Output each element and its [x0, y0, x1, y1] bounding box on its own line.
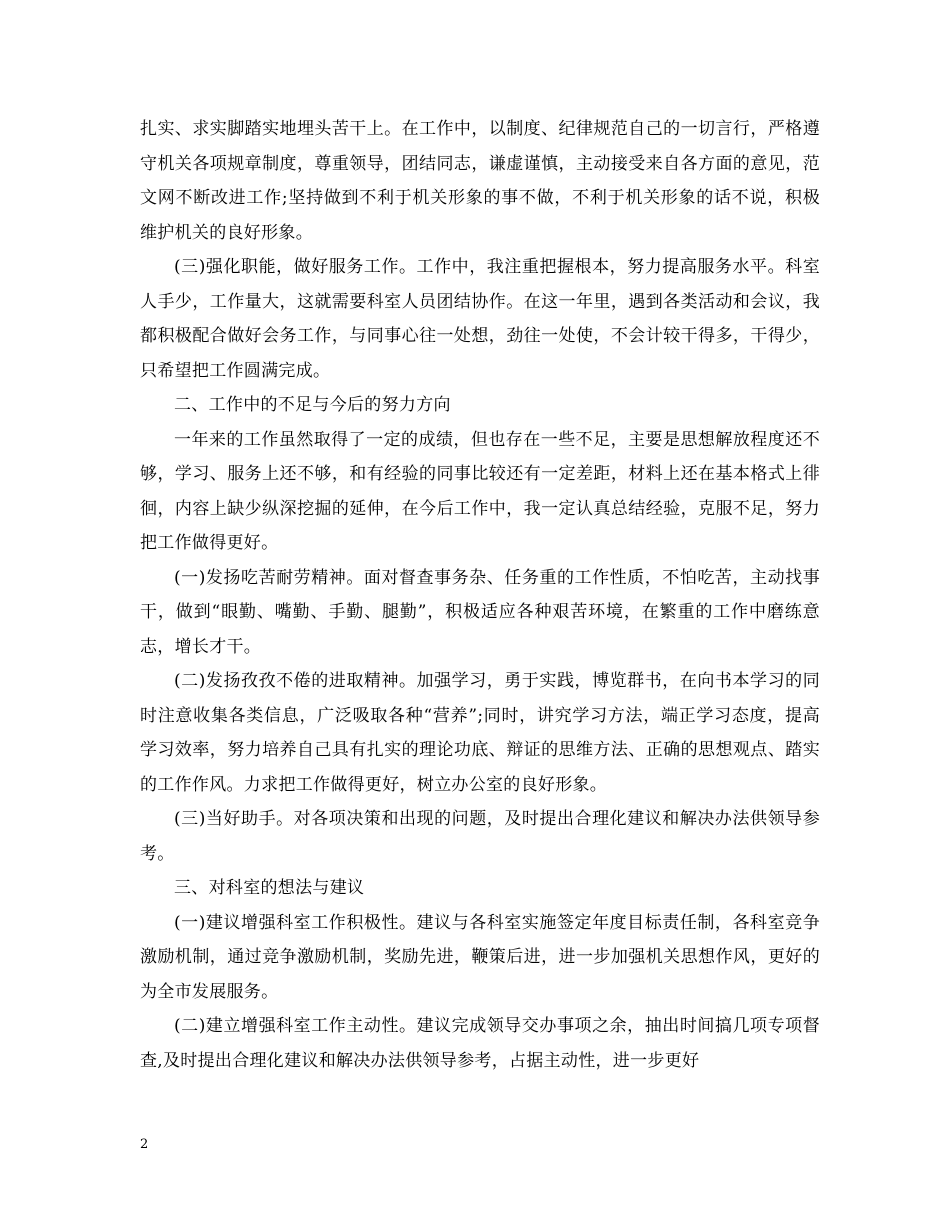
paragraph-6: (三)当好助手。对各项决策和出现的问题，及时提出合理化建议和解决办法供领导参考。	[140, 809, 820, 864]
body-text	[140, 112, 820, 1078]
paragraph-1: 扎实、求实脚踏实地埋头苦干上。在工作中，以制度、纪律规范自己的一切言行，严格遵守机关各项规章制度，尊重领导，团结同志，谦虚谨慎，主动接受来自各方面的意见，范文网不断改进工作;坚持做到不利于机关形象的事不做，不利于机关形象的话不说，积极维护机关的良好形象。	[140, 119, 820, 243]
section-heading-2: 二、工作中的不足与今后的努力方向	[174, 395, 451, 415]
paragraph-5: (二)发扬孜孜不倦的进取精神。加强学习，勇于实践，博览群书，在向书本学习的同时注意收集各类信息，广泛吸取各种“营养”;同时，讲究学习方法，端正学习态度，提高学习效率，努力培养自己具有扎实的理论功底、辩证的思维方法、正确的思想观点、踏实的工作作风。力求把工作做得更好，树立办公室的良好形象。	[140, 671, 820, 795]
paragraph-7: (一)建议增强科室工作积极性。建议与各科室实施签定年度目标责任制，各科室竞争激励机制，通过竞争激励机制，奖励先进，鞭策后进，进一步加强机关思想作风，更好的为全市发展服务。	[140, 912, 820, 1002]
paragraph-2: (三)强化职能，做好服务工作。工作中，我注重把握根本，努力提高服务水平。科室人手少，工作量大，这就需要科室人员团结协作。在这一年里，遇到各类活动和会议，我都积极配合做好会务工作，与同事心往一处想，劲往一处使，不会计较干得多，干得少，只希望把工作圆满完成。	[140, 257, 820, 381]
paragraph-4: (一)发扬吃苦耐劳精神。面对督查事务杂、任务重的工作性质，不怕吃苦，主动找事干，做到“眼勤、嘴勤、手勤、腿勤”，积极适应各种艰苦环境，在繁重的工作中磨练意志，增长才干。	[140, 567, 820, 657]
section-heading-3: 三、对科室的想法与建议	[174, 878, 365, 898]
paragraph-3: 一年来的工作虽然取得了一定的成绩，但也存在一些不足，主要是思想解放程度还不够，学习、服务上还不够，和有经验的同事比较还有一定差距，材料上还在基本格式上徘徊，内容上缺少纵深挖掘的延伸，在今后工作中，我一定认真总结经验，克服不足，努力把工作做得更好。	[140, 429, 820, 553]
paragraph-8: (二)建立增强科室工作主动性。建议完成领导交办事项之余，抽出时间搞几项专项督查,及时提出合理化建议和解决办法供领导参考，占据主动性，进一步更好	[140, 1016, 820, 1071]
page-number: 2	[140, 1137, 149, 1152]
